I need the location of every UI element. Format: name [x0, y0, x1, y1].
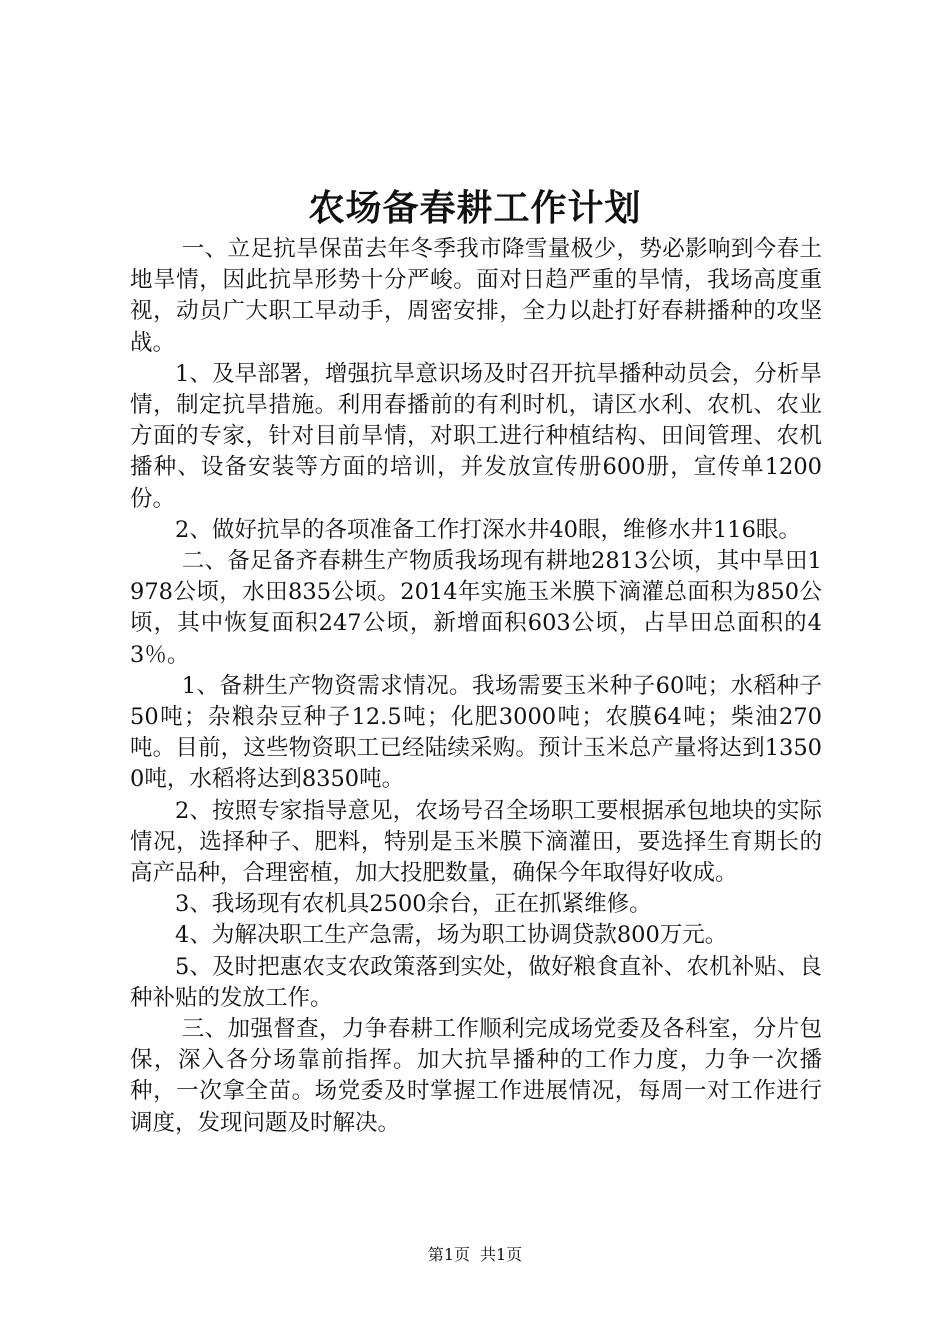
paragraph-5: 1、备耕生产物资需求情况。我场需要玉米种子60吨；水稻种子50吨；杂粮杂豆种子12.5吨；化肥3000吨；农膜64吨；柴油270吨。目前，这些物资职工已经陆续采购。预计玉米总产量将达到13500吨，水稻将达到8350吨。 [130, 672, 822, 793]
page-number: 第1页 [427, 1245, 470, 1264]
paragraph-3: 2、做好抗旱的各项准备工作打深水井40眼，维修水井116眼。 [175, 516, 801, 543]
paragraph-10: 三、加强督查，力争春耕工作顺利完成场党委及各科室，分片包保，深入各分场靠前指挥。加大抗旱播种的工作力度，力争一次播种，一次拿全苗。场党委及时掌握工作进展情况，每周一对工作进行调度，发现问题及时解决。 [130, 1016, 822, 1136]
paragraph-6: 2、按照专家指导意见，农场号召全场职工要根据承包地块的实际情况，选择种子、肥料，特别是玉米膜下滴灌田，要选择生育期长的高产品种，合理密植，加大投肥数量，确保今年取得好收成。 [130, 797, 822, 887]
document-body [130, 234, 822, 1139]
document-title: 农场备春耕工作计划 [308, 187, 642, 229]
paragraph-4: 二、备足备齐春耕生产物质我场现有耕地2813公顷，其中旱田1978公顷，水田835公顷。2014年实施玉米膜下滴灌总面积为850公顷，其中恢复面积247公顷，新增面积603公顷，占旱田总面积的43％。 [130, 548, 822, 668]
paragraph-2: 1、及早部署，增强抗旱意识场及时召开抗旱播种动员会，分析旱情，制定抗旱措施。利用春播前的有利时机，请区水利、农机、农业方面的专家，针对目前旱情，对职工进行种植结构、田间管理、农机播种、设备安装等方面的培训，并发放宣传册600册，宣传单1200份。 [130, 360, 822, 512]
page-footer [0, 1244, 950, 1266]
paragraph-9: 5、及时把惠农支农政策落到实处，做好粮食直补、农机补贴、良种补贴的发放工作。 [130, 953, 822, 1011]
paragraph-7: 3、我场现有农机具2500余台，正在抓紧维修。 [175, 891, 652, 918]
paragraph-1: 一、立足抗旱保苗去年冬季我市降雪量极少，势必影响到今春土地旱情，因此抗旱形势十分严峻。面对日趋严重的旱情，我场高度重视，动员广大职工早动手，周密安排，全力以赴打好春耕播种的攻坚战。 [130, 236, 822, 356]
page-total: 共1页 [480, 1245, 523, 1264]
paragraph-8: 4、为解决职工生产急需，场为职工协调贷款800万元。 [175, 922, 728, 949]
